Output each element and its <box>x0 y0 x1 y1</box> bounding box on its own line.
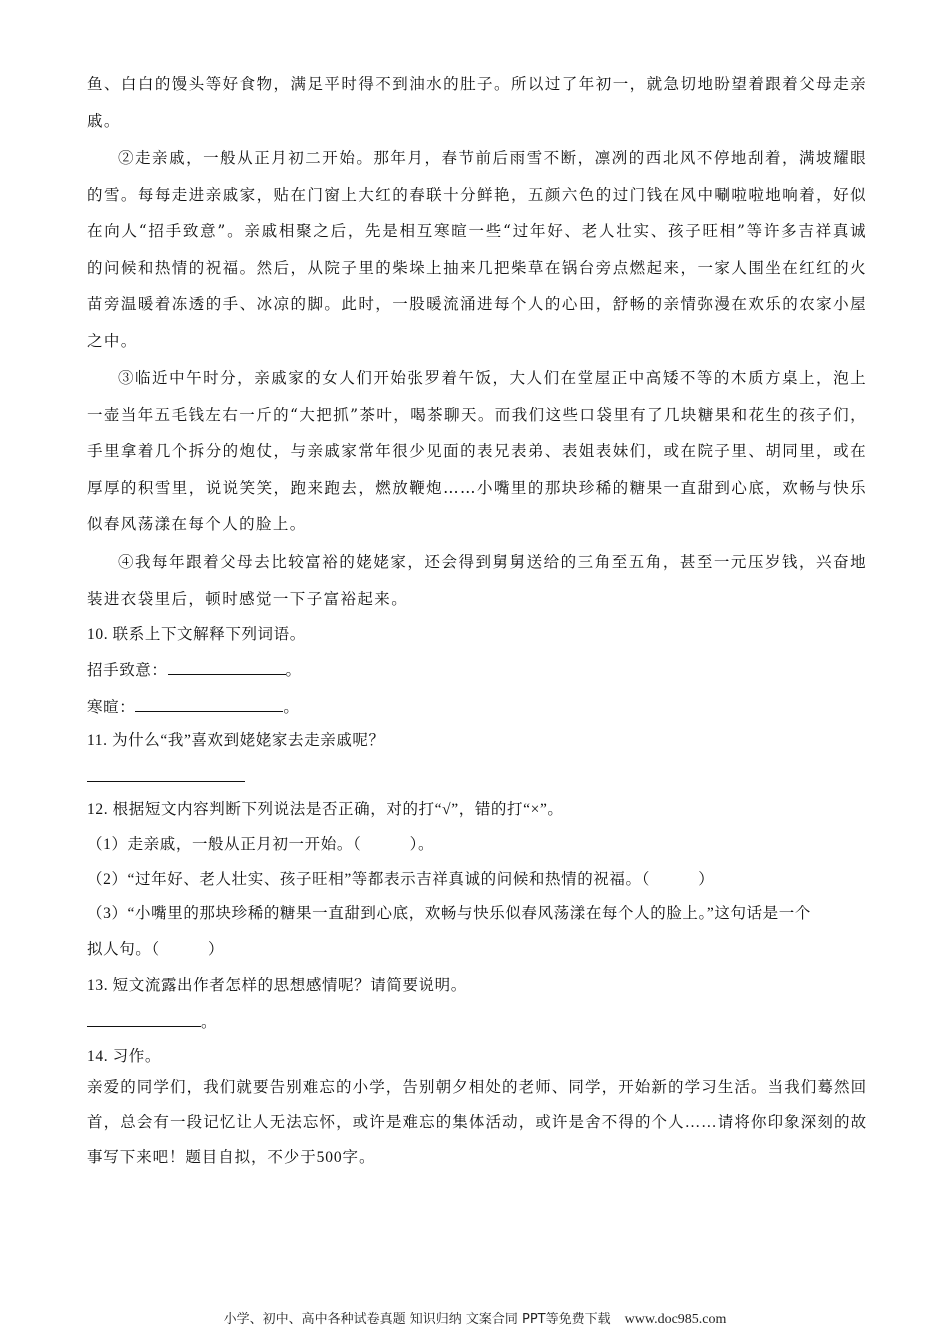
question-10a-label: 招手致意： <box>87 662 168 679</box>
passage-paragraph-3: ③临近中午时分，亲戚家的女人们开始张罗着午饭，大人们在堂屋正中高矮不等的木质方桌上，泡上一壶当年五毛钱左右一斤的“大把抓”茶叶，喝茶聊天。而我们这些口袋里有了几块糖果和花生的孩子们，手里拿着几个拆分的炮仗，与亲戚家常年很少见面的表兄表弟、表姐表妹们，或在院子里、胡同里，或在厚厚的积雪里，说说笑笑，跑来跑去，燃放鞭炮……小嘴里的那块珍稀的糖果一直甜到心底，欢畅与快乐似春风荡漾在每个人的脸上。 <box>87 369 867 534</box>
question-11-answer-line[interactable] <box>87 781 245 782</box>
passage-paragraph-4: ④我每年跟着父母去比较富裕的姥姥家，还会得到舅舅送给的三角至五角，甚至一元压岁钱，兴奋地装进衣袋里后，顿时感觉一下子富裕起来。 <box>87 553 867 608</box>
question-13-title: 13. 短文流露出作者怎样的思想感情呢？请简要说明。 <box>87 977 467 994</box>
footer-url[interactable]: www.doc985.com <box>624 1312 727 1327</box>
question-12-item-2: （2）“过年好、老人壮实、孩子旺相”等都表示吉祥真诚的问候和热情的祝福。（ ） <box>87 871 715 888</box>
question-10b-answer-blank[interactable] <box>135 697 283 712</box>
passage-paragraph-2: ②走亲戚，一般从正月初二开始。那年月，春节前后雨雪不断，凛冽的西北风不停地刮着，满坡耀眼的雪。每每走进亲戚家，贴在门窗上大红的春联十分鲜艳，五颜六色的过门钱在风中唰啦啦地响着，好似在向人“招手致意”。亲戚相聚之后，先是相互寒暄一些“过年好、老人壮实、孩子旺相”等许多吉祥真诚的问候和热情的祝福。然后，从院子里的柴垛上抽来几把柴草在锅台旁点燃起来，一家人围坐在红红的火苗旁温暖着冻透的手、冰凉的脚。此时，一股暖流涌进每个人的心田，舒畅的亲情弥漫在欢乐的农家小屋之中。 <box>87 149 867 350</box>
question-10a-answer-blank[interactable] <box>168 660 286 675</box>
question-14-prompt: 亲爱的同学们，我们就要告别难忘的小学，告别朝夕相处的老师、同学，开始新的学习生活。当我们蓦然回首，总会有一段记忆让人无法忘怀，或许是难忘的集体活动，或许是舍不得的个人……请将你印象深刻的故事写下来吧！题目自拟，不少于500字。 <box>87 1079 867 1166</box>
question-10a <box>87 660 302 681</box>
question-13-period: 。 <box>201 1014 218 1031</box>
question-12-title: 12. 根据短文内容判断下列说法是否正确，对的打“√”，错的打“×”。 <box>87 801 564 818</box>
question-10-title: 10. 联系上下文解释下列词语。 <box>87 626 306 643</box>
question-10b <box>87 697 299 718</box>
question-14-title: 14. 习作。 <box>87 1048 161 1065</box>
question-10b-label: 寒暄： <box>87 699 136 716</box>
question-13-answer <box>87 1012 217 1033</box>
question-11-title: 11. 为什么“我”喜欢到姥姥家去走亲戚呢？ <box>87 732 385 749</box>
question-13-answer-blank[interactable] <box>87 1012 201 1027</box>
page-footer <box>0 1308 950 1328</box>
question-12-item-1: （1）走亲戚，一般从正月初一开始。（ ）。 <box>87 836 435 853</box>
question-10b-period: 。 <box>283 699 300 716</box>
question-12-item-3-line-2: 拟人句。（ ） <box>87 941 225 958</box>
question-12-item-3-line-1: （3）“小嘴里的那块珍稀的糖果一直甜到心底，欢畅与快乐似春风荡漾在每个人的脸上。”这句话是一个 <box>87 905 811 922</box>
question-10a-period: 。 <box>285 662 302 679</box>
footer-text: 小学、初中、高中各种试卷真题 知识归纳 文案合同 PPT等免费下载 <box>223 1312 611 1327</box>
passage-paragraph-continued: 鱼、白白的馒头等好食物，满足平时得不到油水的肚子。所以过了年初一，就急切地盼望着跟着父母走亲戚。 <box>87 75 867 130</box>
